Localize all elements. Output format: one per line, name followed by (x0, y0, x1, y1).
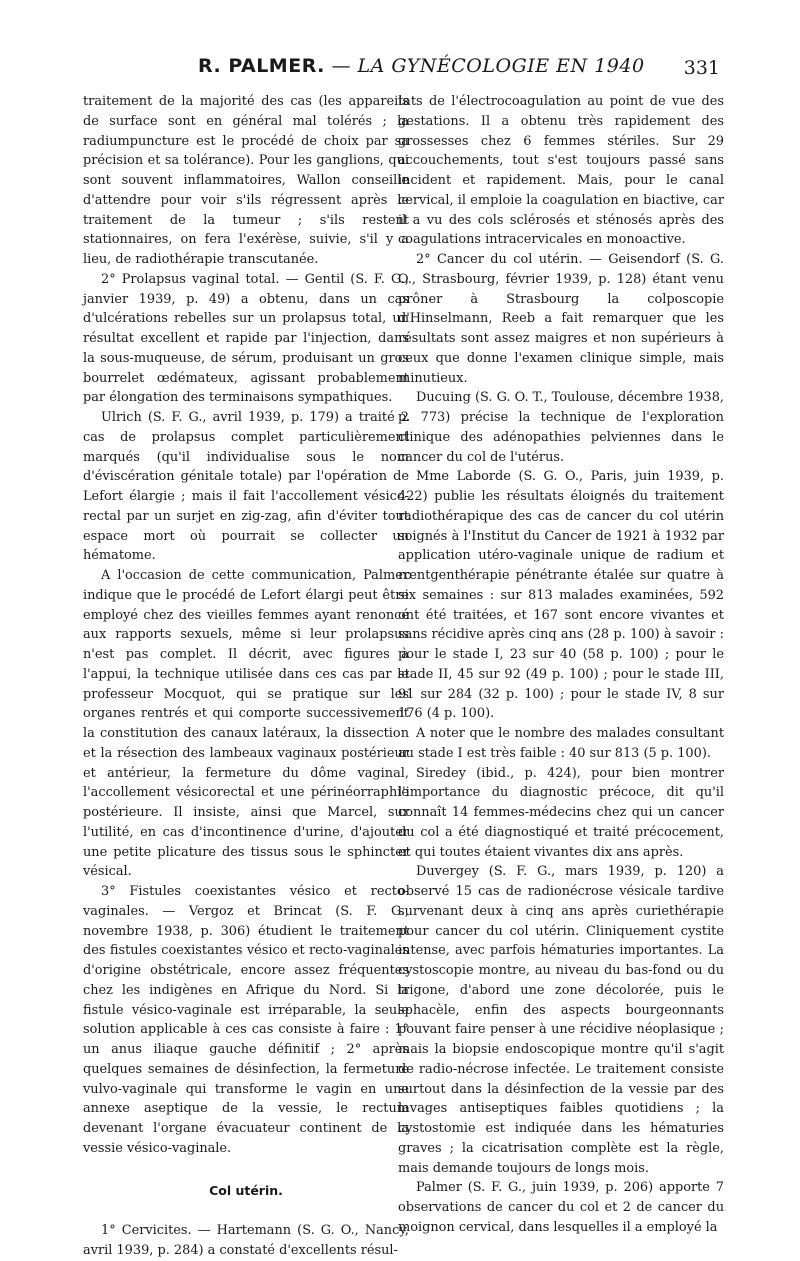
section-heading: Col utérin. (209, 1182, 283, 1198)
right-column (398, 92, 724, 1238)
paragraph: A l'occasion de cette communication, Palmer indique que le procédé de Lefort élargi peut être employé chez des vieilles femmes ayant renoncé aux rapports sexuels, même si leur prolapsus n'est pas complet. Il décrit, avec figures à l'appui, la technique utilisée dans ces cas par le professeur Mocquot, qui se pratique sur les organes rentrés et qui comporte successivement la constitution des canaux latéraux, la dissection et la résection des lambeaux vaginaux postérieur et antérieur, la fermeture du dôme vaginal, l'accollement vésicorectal et une périnéorraphie postérieure. Il insiste, ainsi que Marcel, sur l'utilité, en cas d'incontinence d'urine, d'ajouter une petite plicature des tissus sous le sphincter vésical. (83, 568, 409, 880)
paragraph: 1° Cervicites. — Hartemann (S. G. O., Nancy, avril 1939, p. 284) a constaté d'excellents résul- (83, 1223, 409, 1258)
header-title-line (198, 55, 645, 77)
paragraph: Ducuing (S. G. O. T., Toulouse, décembre 1938, p. 773) précise la technique de l'exploration clinique des adénopathies pelviennes dans le cancer du col de l'utérus. (398, 390, 724, 465)
paragraph: Palmer (S. F. G., juin 1939, p. 206) apporte 7 observations de cancer du col et 2 de cancer du moignon cervical, dans lesquelles il a employé la (398, 1180, 724, 1235)
header-author: R. PALMER. (198, 55, 325, 77)
paragraph: 2° Cancer du col utérin. — Geisendorf (S. G. O., Strasbourg, février 1939, p. 128) étant venu prôner à Strasbourg la colposcopie d'Hinselmann, Reeb a fait remarquer que les résultats sont assez maigres et non supérieurs à ceux que donne l'examen clinique simple, mais minutieux. (398, 252, 724, 386)
page-number: 331 (683, 57, 720, 79)
paragraph: Duvergey (S. F. G., mars 1939, p. 120) a observé 15 cas de radionécrose vésicale tardive survenant deux à cinq ans après curiethérapie pour cancer du col utérin. Cliniquement cystite intense, avec parfois hématuries importantes. La cystoscopie montre, au niveau du bas-fond ou du trigone, d'abord une zone décolorée, puis le sphacèle, enfin des aspects bourgeonnants pouvant faire penser à une récidive néoplasique ; mais la biopsie endoscopique montre qu'il s'agit de radio-nécrose infectée. Le traitement consiste surtout dans la désinfection de la vessie par des lavages antiseptiques faibles quotidiens ; la cystostomie est indiquée dans les hématuries graves ; la cicatrisation complète est la règle, mais demande toujours de longs mois. (398, 864, 724, 1176)
paragraph: 3° Fistules coexistantes vésico et recto-vaginales. — Vergoz et Brincat (S. F. G., novembre 1938, p. 306) étudient le traitement des fistules coexistantes vésico et recto-vaginales d'origine obstétricale, encore assez fréquentes chez les indigènes en Afrique du Nord. Si la fistule vésico-vaginale est irréparable, la seule solution applicable à ces cas consiste à faire : 1° un anus iliaque gauche définitif ; 2° après quelques semaines de désinfection, la fermeture vulvo-vaginale qui transforme le vagin en une annexe aseptique de la vessie, le rectum devenant l'organe évacuateur continent de la vessie vésico-vaginale. (83, 884, 409, 1156)
paragraph: 2° Prolapsus vaginal total. — Gentil (S. F. G., janvier 1939, p. 49) a obtenu, dans un cas d'ulcérations rebelles sur un prolapsus total, un résultat excellent et rapide par l'injection, dans la sous-muqueuse, de sérum, produisant un gros bourrelet œdémateux, agissant probablement par élongation des terminaisons sympathiques. (83, 271, 409, 406)
paragraph: tats de l'électrocoagulation au point de vue des gestations. Il a obtenu très rapidement des grossesses chez 6 femmes stériles. Sur 29 accouchements, tout s'est toujours passé sans incident et rapidement. Mais, pour le canal cervical, il emploie la coagulation en biactive, car il a vu des cols sclérosés et sténosés après des coagulations intracervicales en monoactive. (398, 94, 724, 248)
paragraph: Mme Laborde (S. G. O., Paris, juin 1939, p. 422) publie les résultats éloignés du traitement radiothérapique des cas de cancer du col utérin soignés à l'Institut du Cancer de 1921 à 1932 par application utéro-vaginale unique de radium et rœntgenthérapie pénétrante étalée sur quatre à six semaines : sur 813 malades examinées, 592 ont été traitées, et 167 sont encore vivantes et sans récidive après cinq ans (28 p. 100) à savoir : pour le stade I, 23 sur 40 (58 p. 100) ; pour le stade II, 45 sur 92 (49 p. 100) ; pour le stade III, 91 sur 284 (32 p. 100) ; pour le stade IV, 8 sur 176 (4 p. 100). (398, 469, 724, 722)
running-header (80, 55, 720, 83)
header-separator: — (331, 55, 351, 77)
paragraph: Ulrich (S. F. G., avril 1939, p. 179) a traité 2 cas de prolapsus complet particulièrement marqués (qu'il individualise sous le nom d'éviscération génitale totale) par l'opération de Lefort élargie ; mais il fait l'accollement vésico-rectal par un surjet en zig-zag, afin d'éviter tout espace mort où pourrait se collecter un hématome. (83, 410, 409, 564)
left-column (83, 92, 409, 1261)
paragraph: traitement de la majorité des cas (les appareils de surface sont en général mal tolérés ; la radiumpuncture est le procédé de choix par sa précision et sa tolérance). Pour les ganglions, qui sont souvent inflammatoires, Wallon conseille d'attendre pour voir s'ils régressent après le traitement de la tumeur ; s'ils restent stationnaires, on fera l'exérèse, suivie, s'il y a lieu, de radiothérapie transcutanée. (83, 94, 409, 267)
paragraph: A noter que le nombre des malades consultant au stade I est très faible : 40 sur 813 (5 p. 100). (398, 726, 724, 761)
paragraph: Siredey (ibid., p. 424), pour bien montrer l'importance du diagnostic précoce, dit qu'il connaît 14 femmes-médecins chez qui un cancer du col a été diagnostiqué et traité précocement, et qui toutes étaient vivantes dix ans après. (398, 765, 724, 860)
header-title: LA GYNÉCOLOGIE EN 1940 (357, 55, 645, 77)
